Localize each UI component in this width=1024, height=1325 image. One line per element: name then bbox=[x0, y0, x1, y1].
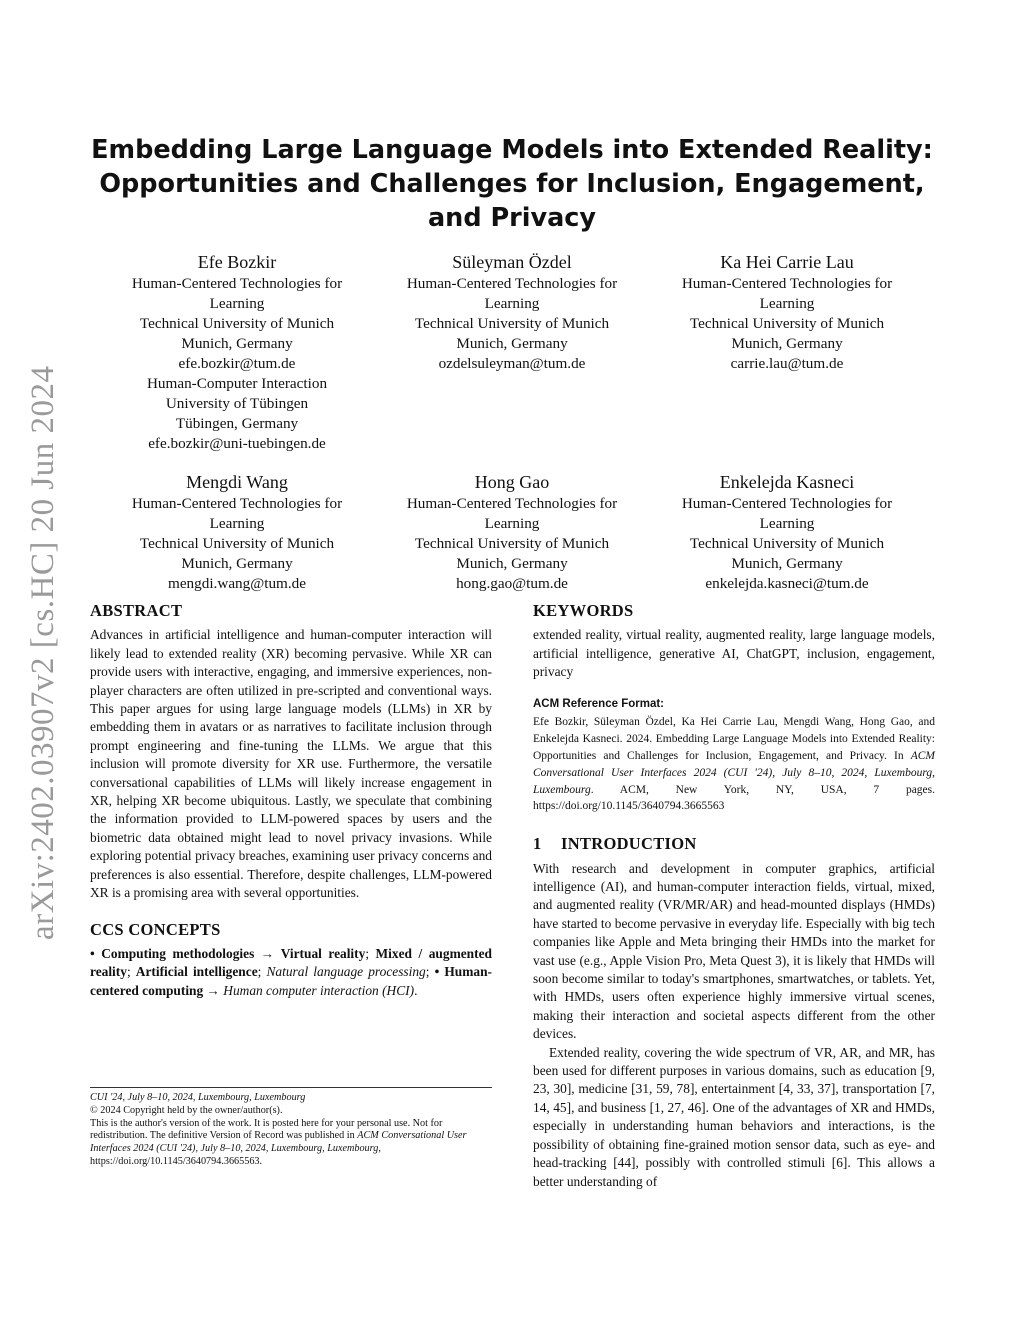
footnote-venue-2: ACM Conversational User Interfaces 2024 (CUI '24), July 8–10, 2024, Luxembourg, Luxembourg bbox=[90, 1130, 467, 1155]
affiliation-line: Human-Centered Technologies for bbox=[406, 275, 618, 292]
author-name: Mengdi Wang bbox=[186, 472, 288, 492]
keywords-section bbox=[533, 602, 935, 682]
acm-reference-part: Efe Bozkir, Süleyman Özdel, Ka Hei Carrie Lau, Mengdi Wang, Hong Gao, and Enkelejda Kasneci. 2024. Embedding Large Language Models into Extended Reality: Opportunities and Challenges for Inclusion, Engagement, and Privacy. In bbox=[533, 716, 935, 763]
author-email: enkelejda.kasneci@tum.de bbox=[705, 575, 869, 592]
affiliation-line: Learning bbox=[209, 515, 265, 532]
affiliation-line: Technical University of Munich bbox=[414, 535, 610, 552]
ccs-arrow: → bbox=[254, 945, 281, 961]
footnote-rule bbox=[90, 1087, 492, 1088]
ccs-term: Natural language processing bbox=[266, 964, 426, 980]
author-name: Ka Hei Carrie Lau bbox=[720, 252, 854, 272]
introduction-section bbox=[533, 835, 935, 1191]
author-4 bbox=[100, 470, 374, 594]
abstract-text: Advances in artificial intelligence and human-computer interaction will likely lead to extended reality (XR) becoming pervasive. While XR can provide users with interactive, engaging, and immersive experiences, non-player characters are often utilized in pre-scripted and conventional ways. This paper argues for using large language models (LLMs) in XR by embedding them in avatars or as narratives to facilitate inclusion through prompt engineering and fine-tuning the LLMs. We argue that this inclusion will promote diversity for XR use. Furthermore, the versatile conversational capabilities of LLMs will likely increase engagement in XR, helping XR become ubiquitous. Lastly, we speculate that combining the information provided to LLM-powered spaces by users and the biometric data obtained might lead to novel privacy invasions. While exploring potential privacy breaches, examining user privacy concerns and preferences is also essential. Therefore, despite challenges, LLM-powered XR is a promising area with several opportunities. bbox=[90, 627, 492, 901]
ccs-term: Human computer interaction (HCI) bbox=[223, 982, 415, 998]
footnote-notice bbox=[90, 1118, 492, 1169]
ccs-concepts-section bbox=[90, 921, 492, 1001]
ccs-term: Mixed / augmented reality bbox=[90, 945, 492, 980]
author-email: hong.gao@tum.de bbox=[456, 575, 568, 592]
affiliation-line: Munich, Germany bbox=[456, 555, 568, 572]
footnote-part: This is the author's version of the work. It is posted here for your personal use. Not for redistribution. The definitive Version of Record was published in bbox=[90, 1117, 443, 1142]
ccs-separator: ; bbox=[365, 945, 376, 961]
author-1 bbox=[100, 250, 374, 454]
author-email: efe.bozkir@uni-tuebingen.de bbox=[148, 435, 326, 452]
ccs-term: Virtual reality bbox=[280, 945, 366, 961]
author-email: efe.bozkir@tum.de bbox=[178, 355, 296, 372]
author-3 bbox=[650, 250, 924, 454]
left-column bbox=[90, 602, 492, 1000]
footnote-part: , https://doi.org/10.1145/3640794.3665563. bbox=[90, 1143, 381, 1167]
affiliation-line: Technical University of Munich bbox=[139, 535, 335, 552]
ccs-term: • Human-centered computing bbox=[90, 964, 493, 998]
ccs-separator: ; bbox=[126, 964, 136, 980]
affiliation-line: Human-Centered Technologies for bbox=[131, 495, 343, 512]
affiliation-line: Munich, Germany bbox=[181, 335, 293, 352]
ccs-separator: . bbox=[414, 982, 418, 998]
intro-paragraph-1: With research and development in computer graphics, artificial intelligence (AI), and human-computer interaction fields, virtual, mixed, and augmented reality (VR/MR/AR) and head-mounted displays (HMDs) have started to become pervasive in everyday life. Especially with big tech companies like Apple and Meta bringing their HMDs into the market for vast use (e.g., Apple Vision Pro, Meta Quest 3), it is likely that HMDs will soon become similar to today's smartphones, smartwatches, or tablets. Yet, with HMDs, users often experience highly immersive virtual scenes, making their interaction and societal aspects different from the other devices. bbox=[533, 860, 935, 1042]
affiliation-line: Tübingen, Germany bbox=[175, 415, 299, 432]
affiliation-line: Human-Computer Interaction bbox=[146, 375, 328, 392]
affiliation-line: Human-Centered Technologies for bbox=[406, 495, 618, 512]
author-email: mengdi.wang@tum.de bbox=[168, 575, 306, 592]
affiliation-line: University of Tübingen bbox=[165, 395, 309, 412]
affiliation-line: Human-Centered Technologies for bbox=[681, 275, 893, 292]
affiliation-line: Munich, Germany bbox=[181, 555, 293, 572]
section-title: INTRODUCTION bbox=[561, 834, 697, 854]
right-column bbox=[533, 602, 935, 1191]
author-5 bbox=[375, 470, 649, 594]
affiliation-line: Munich, Germany bbox=[456, 335, 568, 352]
affiliation-line: Munich, Germany bbox=[731, 335, 843, 352]
author-row-2 bbox=[100, 470, 924, 594]
paper-title: Embedding Large Language Models into Extended Reality: Opportunities and Challenges for Inclusion, Engagement, and Privacy bbox=[91, 135, 933, 233]
copyright-footnote bbox=[90, 1087, 492, 1169]
affiliation-line: Human-Centered Technologies for bbox=[681, 495, 893, 512]
section-number: 1 bbox=[533, 834, 542, 854]
author-name: Süleyman Özdel bbox=[452, 252, 572, 272]
author-name: Efe Bozkir bbox=[197, 252, 277, 272]
affiliation-line: Learning bbox=[759, 515, 815, 532]
author-block bbox=[100, 250, 924, 594]
affiliation-line: Learning bbox=[209, 295, 265, 312]
abstract-section bbox=[90, 602, 492, 903]
ccs-arrow: → bbox=[203, 982, 224, 998]
affiliation-line: Learning bbox=[759, 295, 815, 312]
acm-reference-heading: ACM Reference Format: bbox=[533, 697, 664, 710]
introduction-heading bbox=[533, 835, 935, 853]
acm-reference-venue: ACM Conversational User Interfaces 2024 (CUI '24), July 8–10, 2024, Luxembourg, Luxembourg bbox=[533, 750, 935, 796]
footnote-copyright: © 2024 Copyright held by the owner/author(s). bbox=[90, 1104, 283, 1116]
ccs-separator: ; bbox=[257, 964, 267, 980]
affiliation-line: Technical University of Munich bbox=[689, 535, 885, 552]
acm-reference-text bbox=[533, 714, 935, 815]
keywords-heading: KEYWORDS bbox=[533, 601, 634, 620]
author-name: Enkelejda Kasneci bbox=[719, 472, 855, 492]
abstract-heading: ABSTRACT bbox=[90, 601, 183, 620]
ccs-term: • Computing methodologies bbox=[90, 945, 255, 961]
acm-reference-part: . ACM, New York, NY, USA, 7 pages. https://doi.org/10.1145/3640794.3665563 bbox=[533, 783, 935, 813]
ccs-concepts-text bbox=[90, 945, 492, 1000]
affiliation-line: Technical University of Munich bbox=[414, 315, 610, 332]
acm-reference-section bbox=[533, 696, 935, 816]
keywords-text: extended reality, virtual reality, augmented reality, large language models, artificial intelligence, generative AI, ChatGPT, inclusion, engagement, privacy bbox=[533, 627, 935, 680]
ccs-term: Artificial intelligence bbox=[135, 964, 258, 980]
affiliation-line: Learning bbox=[484, 515, 540, 532]
arxiv-identifier: arXiv:2402.03907v2 [cs.HC] 20 Jun 2024 bbox=[25, 365, 61, 940]
ccs-heading: CCS CONCEPTS bbox=[90, 919, 221, 939]
affiliation-line: Technical University of Munich bbox=[139, 315, 335, 332]
intro-paragraph-2: Extended reality, covering the wide spectrum of VR, AR, and MR, has been used for different purposes in various domains, such as education [9, 23, 30], medicine [31, 59, 78], entertainment [4, 33, 37], transportation [7, 14, 45], and business [1, 27, 46]. One of the advantages of XR and HMDs, especially in understanding human behaviors and interactions, is the possibility of obtaining fine-grained motion sensor data, such as eye- and head-tracking [44], possibly with controlled stimuli [6]. This allows a better understanding of bbox=[533, 1044, 935, 1189]
affiliation-line: Learning bbox=[484, 295, 540, 312]
affiliation-line: Human-Centered Technologies for bbox=[131, 275, 343, 292]
author-email: ozdelsuleyman@tum.de bbox=[438, 355, 586, 372]
author-name: Hong Gao bbox=[474, 472, 550, 492]
ccs-separator: ; bbox=[425, 964, 435, 980]
affiliation-line: Munich, Germany bbox=[731, 555, 843, 572]
footnote-venue: CUI '24, July 8–10, 2024, Luxembourg, Luxembourg bbox=[90, 1092, 306, 1103]
author-row-1 bbox=[100, 250, 924, 454]
author-email: carrie.lau@tum.de bbox=[730, 355, 844, 372]
author-2 bbox=[375, 250, 649, 454]
author-6 bbox=[650, 470, 924, 594]
affiliation-line: Technical University of Munich bbox=[689, 315, 885, 332]
